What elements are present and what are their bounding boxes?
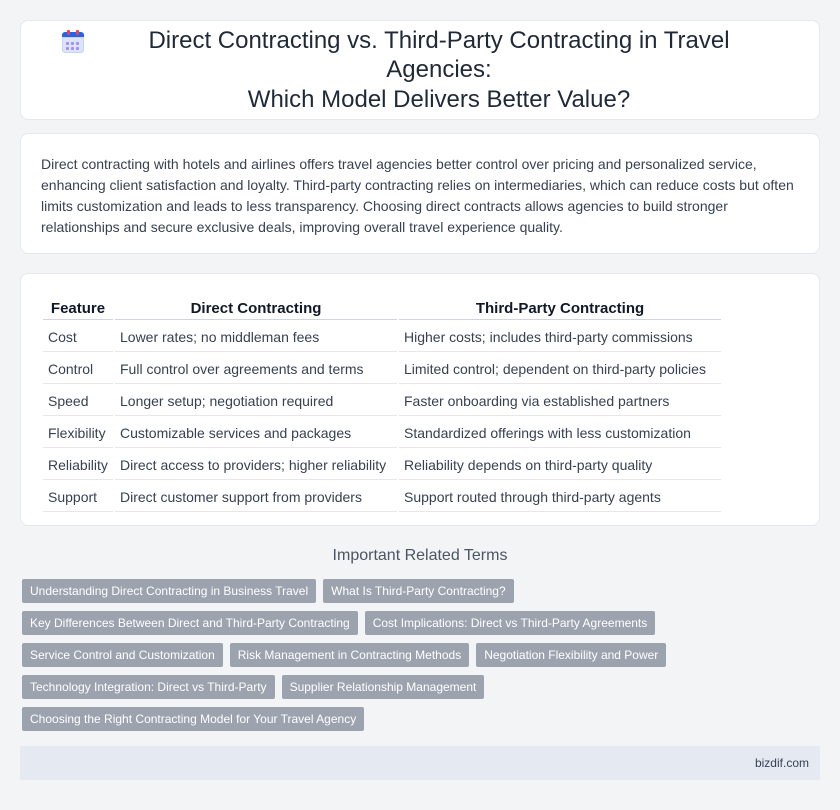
table-row	[43, 354, 721, 384]
related-term-tag[interactable]: Key Differences Between Direct and Third-Party Contracting	[22, 611, 358, 635]
related-term-tag[interactable]: Supplier Relationship Management	[282, 675, 485, 699]
third-party-cell: Standardized offerings with less customization	[399, 418, 721, 448]
related-term-tag[interactable]: Service Control and Customization	[22, 643, 223, 667]
third-party-cell: Limited control; dependent on third-party policies	[399, 354, 721, 384]
third-party-cell: Reliability depends on third-party quality	[399, 450, 721, 480]
page-title-line2: Which Model Delivers Better Value?	[247, 85, 631, 113]
header-feature: Feature	[43, 296, 113, 320]
page-title	[99, 26, 779, 114]
related-term-tag[interactable]: Negotiation Flexibility and Power	[476, 643, 666, 667]
feature-cell: Cost	[43, 322, 113, 352]
comparison-table	[41, 294, 723, 514]
footer-brand[interactable]: bizdif.com	[754, 756, 809, 770]
related-term-tag[interactable]: Understanding Direct Contracting in Business Travel	[22, 579, 316, 603]
related-terms-heading: Important Related Terms	[332, 547, 508, 564]
related-term-tag[interactable]: What Is Third-Party Contracting?	[323, 579, 514, 603]
direct-cell: Direct access to providers; higher reliability	[115, 450, 397, 480]
third-party-cell: Higher costs; includes third-party commissions	[399, 322, 721, 352]
direct-cell: Full control over agreements and terms	[115, 354, 397, 384]
direct-cell: Longer setup; negotiation required	[115, 386, 397, 416]
related-terms-list	[22, 579, 722, 731]
page-title-line1: Direct Contracting vs. Third-Party Contracting in Travel Agencies:	[148, 27, 730, 84]
intro-card	[20, 133, 820, 254]
title-wrap	[21, 26, 819, 114]
direct-cell: Lower rates; no middleman fees	[115, 322, 397, 352]
calendar-icon	[61, 30, 85, 54]
comparison-card	[20, 273, 820, 526]
title-card	[20, 20, 820, 120]
third-party-cell: Support routed through third-party agents	[399, 482, 721, 512]
related-term-tag[interactable]: Choosing the Right Contracting Model for Your Travel Agency	[22, 707, 364, 731]
table-row	[43, 418, 721, 448]
table-header-row	[43, 296, 721, 320]
table-row	[43, 322, 721, 352]
related-term-tag[interactable]: Cost Implications: Direct vs Third-Party Agreements	[365, 611, 656, 635]
related-term-tag[interactable]: Risk Management in Contracting Methods	[230, 643, 469, 667]
table-row	[43, 482, 721, 512]
direct-cell: Direct customer support from providers	[115, 482, 397, 512]
direct-cell: Customizable services and packages	[115, 418, 397, 448]
table-row	[43, 386, 721, 416]
intro-paragraph: Direct contracting with hotels and airlines offers travel agencies better control over pricing and personalized service, enhancing client satisfaction and loyalty. Third-party contracting relies on intermediaries, which can reduce costs but often limits customization and leads to less transparency. Choosing direct contracts allows agencies to build stronger relationships and secure exclusive deals, improving overall travel experience quality.	[41, 156, 794, 235]
feature-cell: Speed	[43, 386, 113, 416]
related-term-tag[interactable]: Technology Integration: Direct vs Third-Party	[22, 675, 275, 699]
header-direct: Direct Contracting	[115, 296, 397, 320]
feature-cell: Control	[43, 354, 113, 384]
header-third-party: Third-Party Contracting	[399, 296, 721, 320]
footer	[20, 746, 820, 780]
third-party-cell: Faster onboarding via established partners	[399, 386, 721, 416]
feature-cell: Reliability	[43, 450, 113, 480]
table-row	[43, 450, 721, 480]
feature-cell: Flexibility	[43, 418, 113, 448]
feature-cell: Support	[43, 482, 113, 512]
